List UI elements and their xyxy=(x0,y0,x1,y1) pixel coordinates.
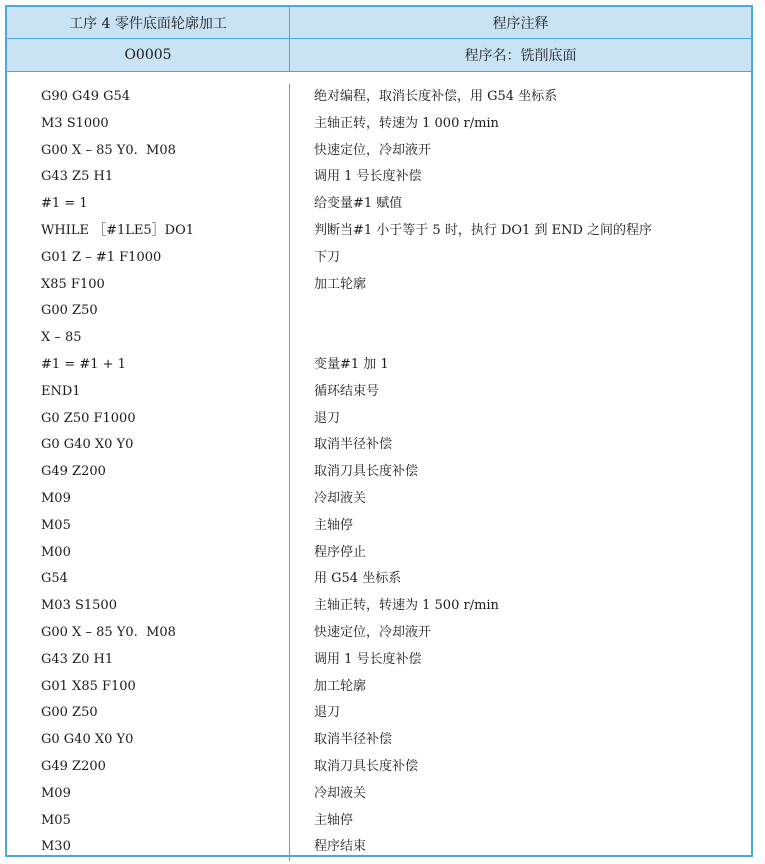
comment-line: 判断当#1 小于等于 5 时，执行 DO1 到 END 之间的程序 xyxy=(314,222,653,238)
code-line: G49 Z200 xyxy=(41,758,106,774)
comment-line: 退刀 xyxy=(314,705,341,721)
table-body xyxy=(7,72,751,861)
code-column xyxy=(7,84,290,861)
comment-line: 调用 1 号长度补偿 xyxy=(314,651,422,667)
code-line: M30 xyxy=(41,839,71,855)
comment-line: 取消刀具长度补偿 xyxy=(314,758,419,774)
comment-line: 变量#1 加 1 xyxy=(314,356,389,372)
header-comment-title: 程序注释 xyxy=(492,15,549,32)
table-subheader-row xyxy=(7,39,751,72)
code-line: X – 85 xyxy=(41,330,82,346)
code-line: G0 G40 X0 Y0 xyxy=(41,732,134,748)
comment-line: 程序停止 xyxy=(314,544,367,560)
comment-line: 程序结束 xyxy=(314,839,367,855)
comment-line: 取消刀具长度补偿 xyxy=(314,464,419,480)
code-line: G01 Z – #1 F1000 xyxy=(41,249,162,265)
comment-line: 用 G54 坐标系 xyxy=(314,571,402,587)
code-line: G00 X – 85 Y0. M08 xyxy=(41,624,176,640)
code-line: G00 X – 85 Y0. M08 xyxy=(41,142,176,158)
comment-line xyxy=(314,298,751,325)
code-line: G49 Z200 xyxy=(41,464,106,480)
program-table xyxy=(5,5,753,857)
comment-line: 取消半径补偿 xyxy=(314,437,393,453)
code-line: G90 G49 G54 xyxy=(41,89,131,104)
code-line: M00 xyxy=(41,544,71,560)
comment-line: 主轴正转，转速为 1 500 r/min xyxy=(314,598,499,614)
comment-line: 取消半径补偿 xyxy=(314,732,393,748)
code-line: #1 = 1 xyxy=(41,196,88,212)
comment-line: 给变量#1 赋值 xyxy=(314,196,403,212)
code-line: G00 Z50 xyxy=(41,705,98,721)
comment-line: 下刀 xyxy=(314,249,341,265)
code-line: #1 = #1 + 1 xyxy=(41,356,126,372)
comment-column xyxy=(290,84,751,861)
comment-line: 主轴停 xyxy=(314,517,354,533)
code-line: END1 xyxy=(41,383,81,399)
code-line: M09 xyxy=(41,490,71,506)
comment-line: 主轴正转，转速为 1 000 r/min xyxy=(314,115,499,131)
code-line: M05 xyxy=(41,517,71,533)
code-line: M09 xyxy=(41,785,71,801)
code-line: WHILE ［#1LE5］DO1 xyxy=(41,222,194,238)
code-line: G00 Z50 xyxy=(41,303,98,319)
comment-line: 冷却液关 xyxy=(314,490,367,506)
program-number: O0005 xyxy=(7,39,290,71)
comment-line: 绝对编程，取消长度补偿，用 G54 坐标系 xyxy=(314,89,558,104)
comment-line: 主轴停 xyxy=(314,812,354,828)
code-line: G01 X85 F100 xyxy=(41,678,136,694)
code-line: G0 G40 X0 Y0 xyxy=(41,437,134,453)
header-process-title: 工序 4 零件底面轮廓加工 xyxy=(7,7,290,38)
comment-line: 调用 1 号长度补偿 xyxy=(314,169,422,185)
comment-line: 快速定位，冷却液开 xyxy=(314,142,432,158)
comment-line: 加工轮廓 xyxy=(314,678,367,694)
comment-line: 加工轮廓 xyxy=(314,276,367,292)
code-line: M05 xyxy=(41,812,71,828)
code-line: G43 Z0 H1 xyxy=(41,651,114,667)
comment-line: 冷却液关 xyxy=(314,785,367,801)
code-line: M03 S1500 xyxy=(41,598,117,614)
code-line: G54 xyxy=(41,571,68,587)
code-line: X85 F100 xyxy=(41,276,105,292)
comment-line xyxy=(314,325,751,352)
code-line: G0 Z50 F1000 xyxy=(41,410,136,426)
program-name: 程序名：铣削底面 xyxy=(464,48,577,64)
comment-line: 循环结束号 xyxy=(314,383,380,399)
comment-line: 快速定位，冷却液开 xyxy=(314,624,432,640)
comment-line: 退刀 xyxy=(314,410,341,426)
table-header-row xyxy=(7,7,751,39)
code-line: G43 Z5 H1 xyxy=(41,169,114,185)
code-line: M3 S1000 xyxy=(41,115,109,131)
